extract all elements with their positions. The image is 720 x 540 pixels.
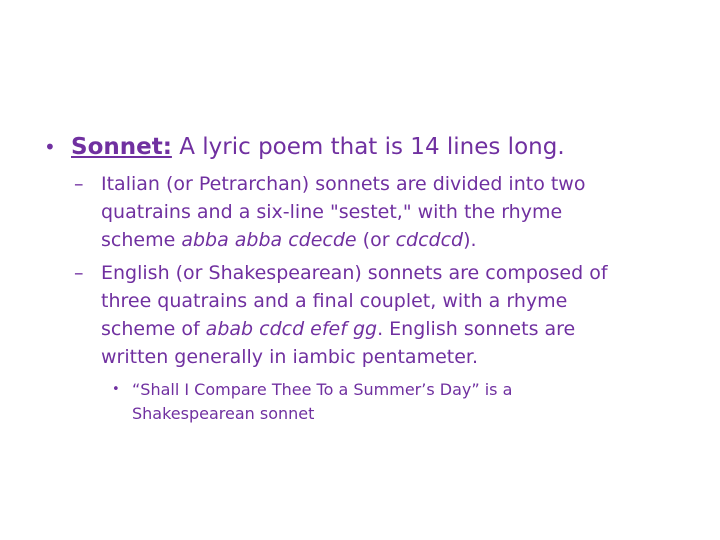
text-line: Italian (or Petrarchan) sonnets are divided into two bbox=[101, 173, 586, 195]
text-fragment: scheme of bbox=[101, 318, 206, 340]
text-line: Shakespearean sonnet bbox=[132, 404, 315, 423]
text-line bbox=[101, 315, 691, 343]
sonnet-term: Sonnet: bbox=[71, 134, 172, 160]
text-line: written generally in iambic pentameter. bbox=[101, 346, 479, 368]
text-fragment: ). bbox=[463, 229, 477, 251]
sonnet-definition: A lyric poem that is 14 lines long. bbox=[171, 134, 565, 160]
dash-icon: – bbox=[74, 262, 84, 284]
text-fragment: . English sonnets are bbox=[377, 318, 576, 340]
text-line: English (or Shakespearean) sonnets are composed of bbox=[101, 262, 608, 284]
text-line bbox=[101, 226, 691, 254]
example-text bbox=[132, 378, 632, 426]
bullet-icon: • bbox=[44, 135, 56, 159]
rhyme-scheme-english: abab cdcd efef gg bbox=[205, 318, 378, 340]
text-line: quatrains and a six-line "sestet," with the rhyme bbox=[101, 201, 563, 223]
text-fragment: (or bbox=[356, 229, 396, 251]
bullet-icon: • bbox=[112, 382, 120, 397]
english-sonnet-text bbox=[101, 259, 691, 371]
rhyme-scheme-italian: abba abba cdecde bbox=[181, 229, 357, 251]
italian-sonnet-text bbox=[101, 170, 691, 254]
text-fragment: scheme bbox=[101, 229, 182, 251]
text-line: “Shall I Compare Thee To a Summer’s Day” is a bbox=[132, 380, 513, 399]
dash-icon: – bbox=[74, 173, 84, 195]
rhyme-scheme-alt: cdcdcd bbox=[395, 229, 464, 251]
text-line: three quatrains and a final couplet, with a rhyme bbox=[101, 290, 568, 312]
main-bullet-text bbox=[71, 132, 565, 162]
